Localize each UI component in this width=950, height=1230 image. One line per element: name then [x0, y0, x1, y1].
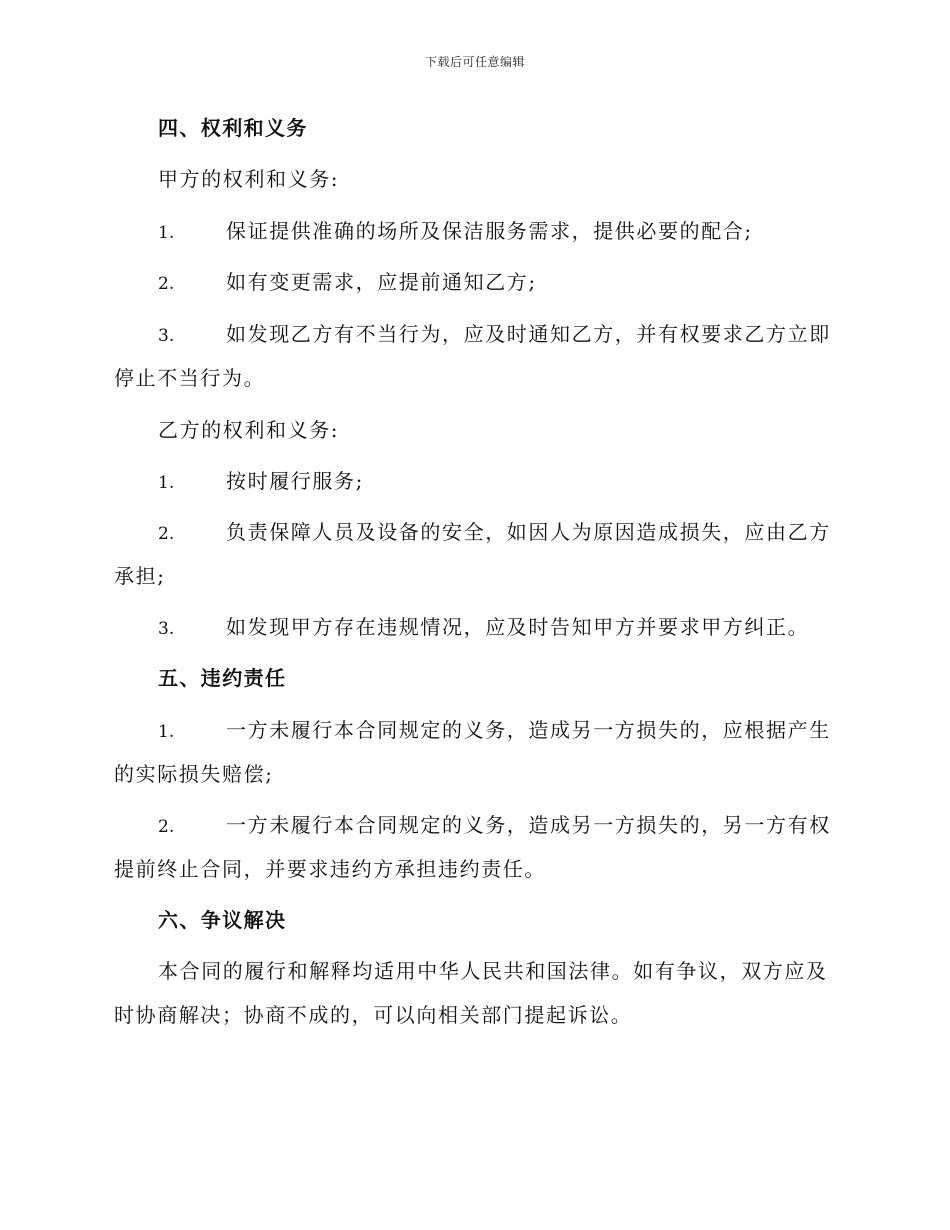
breach-item-1 — [158, 718, 878, 744]
party-a-item-1 — [158, 219, 878, 245]
page-header: 下载后可任意编辑 — [424, 55, 525, 69]
party-a-item-3 — [158, 322, 878, 348]
breach-item-1-continuation: 的实际损失赔偿; — [114, 762, 274, 786]
item-number: 1. — [158, 722, 175, 742]
dispute-paragraph-continuation: 时协商解决；协商不成的，可以向相关部门提起诉讼。 — [114, 1003, 633, 1027]
item-number: 1. — [158, 473, 175, 493]
item-number: 2. — [158, 524, 175, 544]
section-5-title: 五、违约责任 — [158, 666, 287, 690]
item-text: 一方未履行本合同规定的义务，造成另一方损失的，另一方有权 — [226, 813, 831, 837]
dispute-paragraph: 本合同的履行和解释均适用中华人民共和国法律。如有争议，双方应及 — [158, 959, 828, 983]
party-b-item-2 — [158, 520, 878, 546]
party-a-item-3-continuation: 停止不当行为。 — [114, 366, 266, 390]
item-text: 如有变更需求，应提前通知乙方; — [226, 270, 537, 294]
item-text: 如发现甲方存在违规情况，应及时告知甲方并要求甲方纠正。 — [226, 615, 810, 639]
section-6-title: 六、争议解决 — [158, 908, 287, 932]
party-b-title: 乙方的权利和义务: — [158, 418, 340, 442]
item-number: 2. — [158, 274, 175, 294]
item-text: 保证提供准确的场所及保洁服务需求，提供必要的配合; — [226, 219, 753, 243]
party-b-item-3 — [158, 615, 878, 641]
item-text: 一方未履行本合同规定的义务，造成另一方损失的，应根据产生 — [226, 718, 831, 742]
item-number: 3. — [158, 326, 175, 346]
item-text: 如发现乙方有不当行为，应及时通知乙方，并有权要求乙方立即 — [226, 322, 831, 346]
breach-item-2-continuation: 提前终止合同，并要求违约方承担违约责任。 — [114, 857, 546, 881]
breach-item-2 — [158, 813, 878, 839]
party-a-item-2 — [158, 270, 878, 296]
party-b-item-2-continuation: 承担; — [114, 564, 166, 588]
item-number: 3. — [158, 619, 175, 639]
item-number: 1. — [158, 223, 175, 243]
section-4-title: 四、权利和义务 — [158, 116, 308, 140]
item-text: 负责保障人员及设备的安全，如因人为原因造成损失，应由乙方 — [226, 520, 831, 544]
item-text: 按时履行服务; — [226, 469, 364, 493]
item-number: 2. — [158, 817, 175, 837]
party-a-title: 甲方的权利和义务: — [158, 167, 340, 191]
party-b-item-1 — [158, 469, 878, 495]
